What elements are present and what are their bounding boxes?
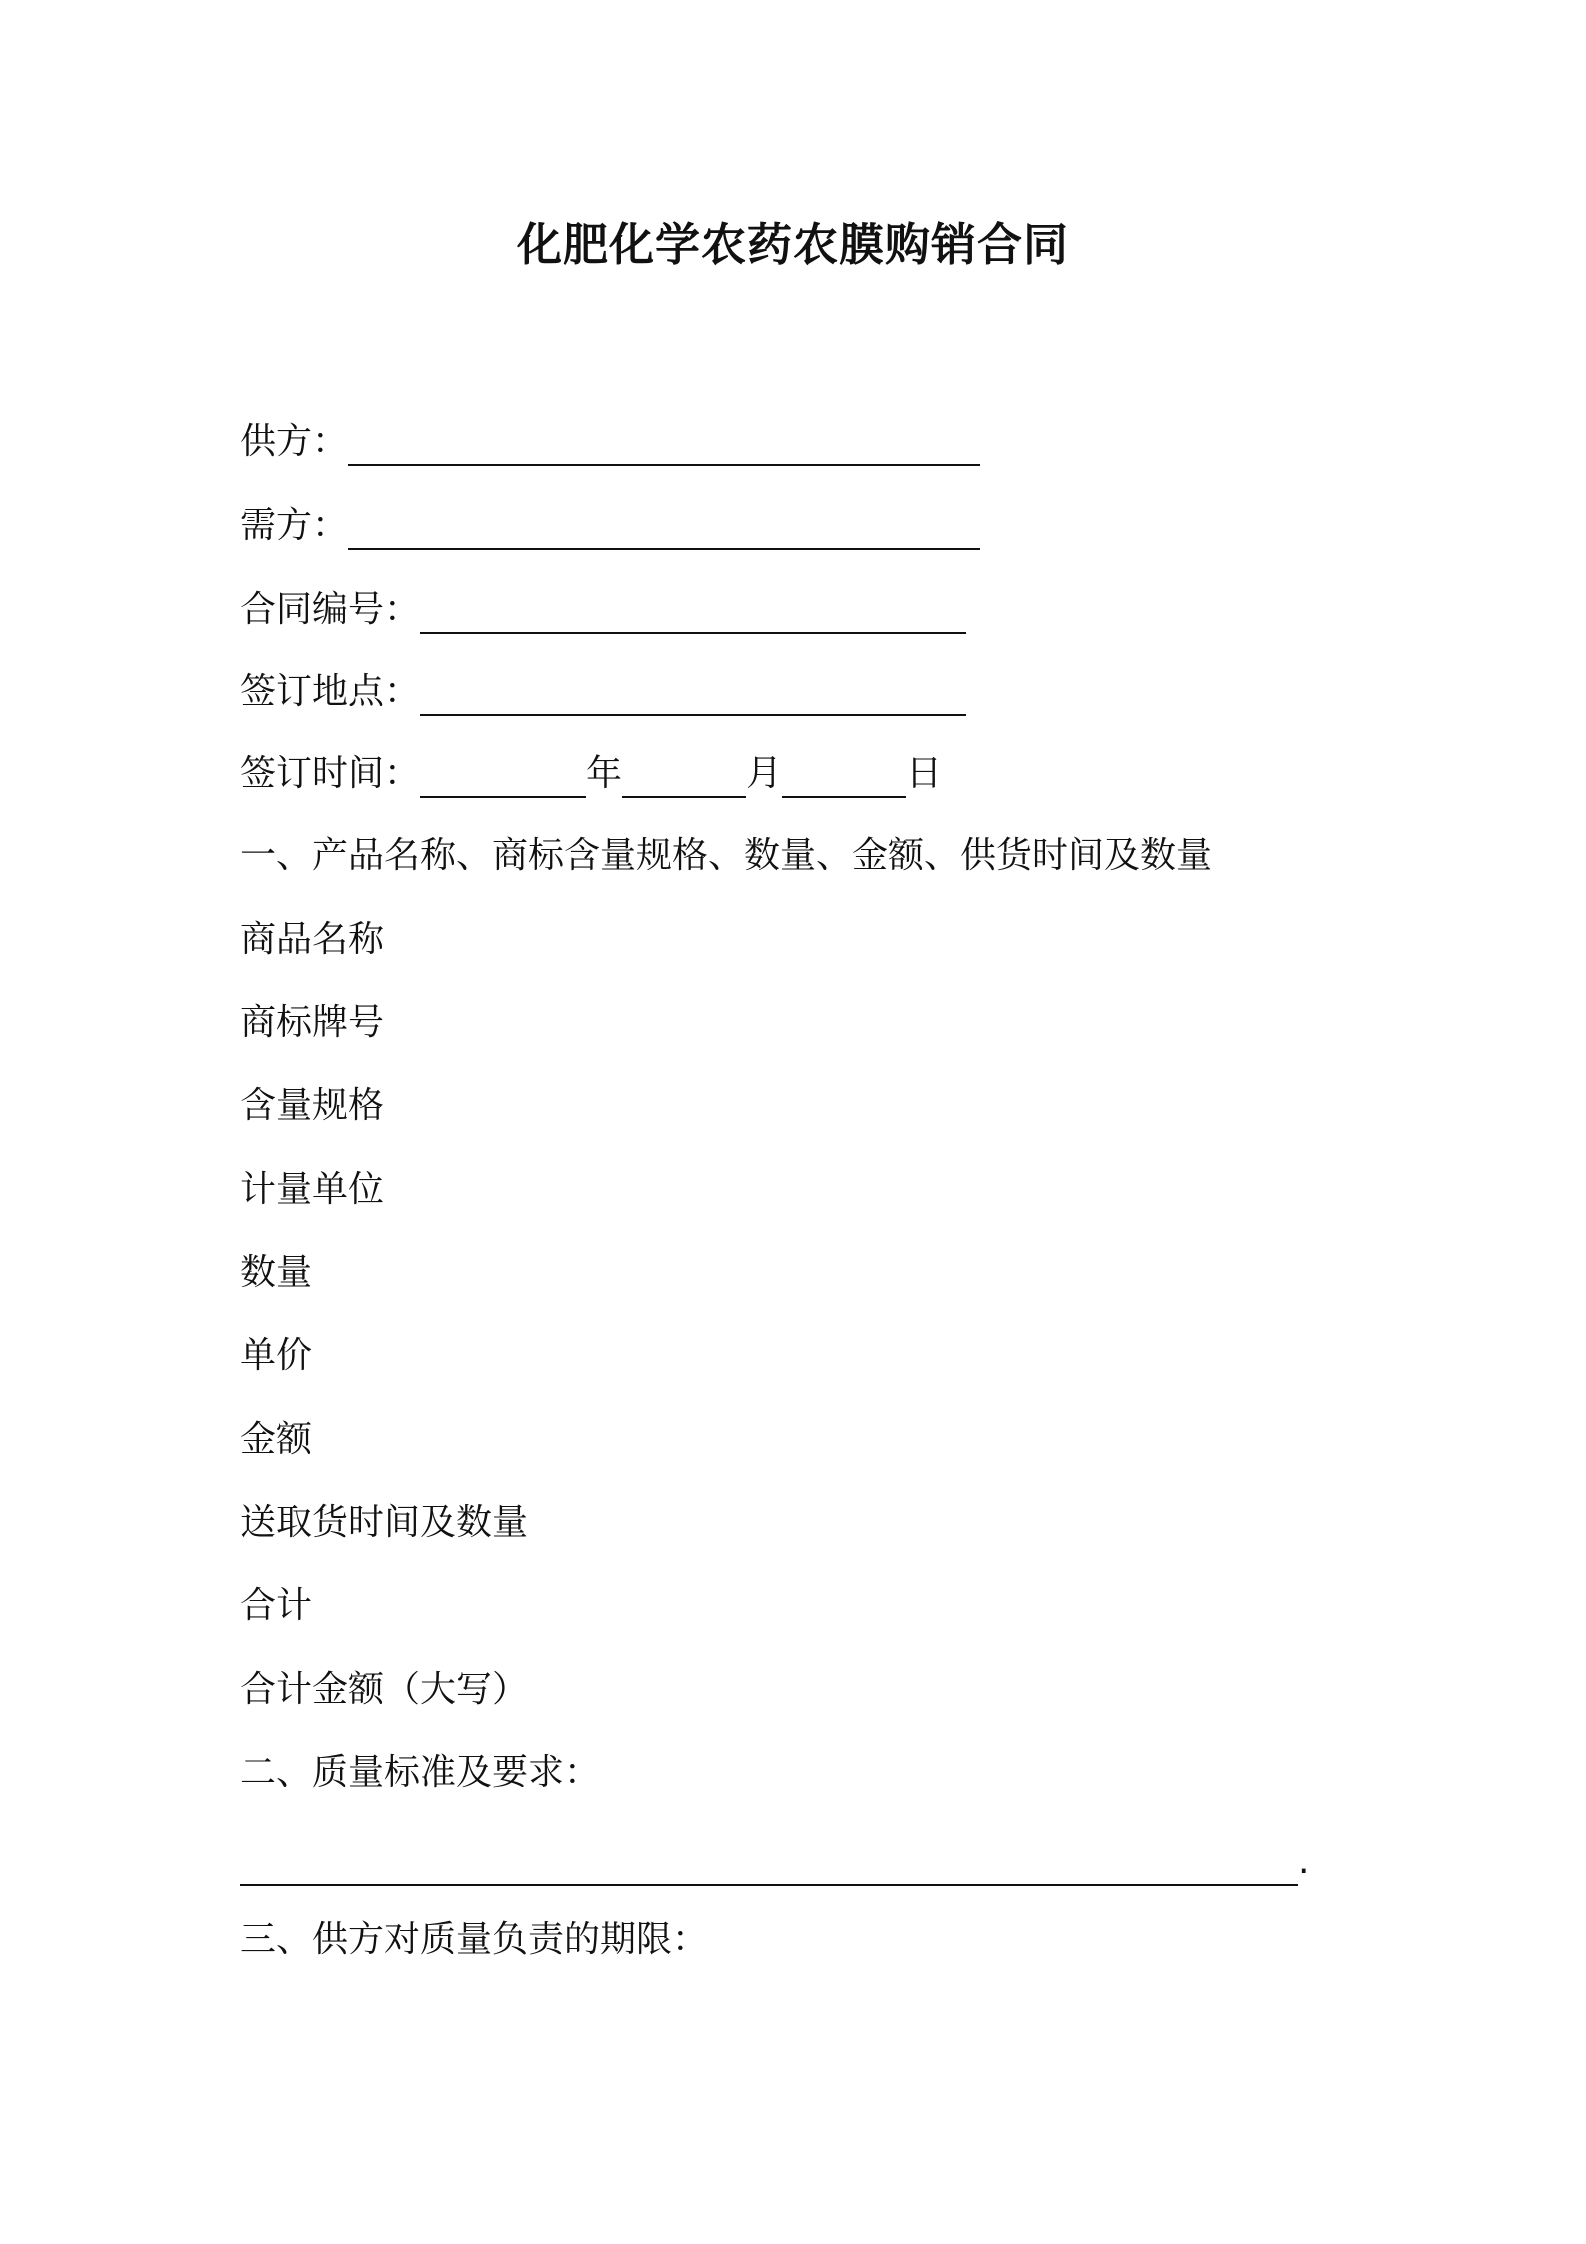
list-item-unit: 计量单位 bbox=[240, 1169, 385, 1210]
day-label: 日 bbox=[906, 753, 943, 794]
list-item-trademark: 商标牌号 bbox=[240, 1002, 385, 1043]
quality-line bbox=[240, 1838, 1309, 1886]
day-blank[interactable] bbox=[782, 758, 906, 798]
sign-time-label: 签订时间： bbox=[240, 753, 421, 794]
month-label: 月 bbox=[746, 753, 783, 794]
list-item-amount: 金额 bbox=[240, 1419, 313, 1460]
section1-heading: 一、产品名称、商标含量规格、数量、金额、供货时间及数量 bbox=[240, 835, 1213, 876]
contract-no-label: 合同编号： bbox=[240, 589, 421, 630]
list-item-unit-price: 单价 bbox=[240, 1335, 313, 1376]
section3-heading: 三、供方对质量负责的期限： bbox=[240, 1919, 709, 1960]
page-title: 化肥化学农药农膜购销合同 bbox=[516, 218, 1069, 271]
end-mark: . bbox=[1298, 1841, 1310, 1882]
sign-time-line bbox=[240, 750, 942, 798]
buyer-line bbox=[240, 502, 980, 550]
supplier-label: 供方： bbox=[240, 421, 349, 462]
list-item-product-name: 商品名称 bbox=[240, 919, 385, 960]
sign-place-line bbox=[240, 668, 966, 716]
list-item-total-uppercase: 合计金额（大写） bbox=[240, 1669, 529, 1710]
year-label: 年 bbox=[586, 753, 623, 794]
supplier-line bbox=[240, 418, 980, 466]
list-item-total: 合计 bbox=[240, 1585, 313, 1626]
sign-place-blank[interactable] bbox=[420, 676, 966, 716]
buyer-blank[interactable] bbox=[348, 510, 980, 550]
buyer-label: 需方： bbox=[240, 505, 349, 546]
section2-heading: 二、质量标准及要求： bbox=[240, 1752, 601, 1793]
contract-no-line bbox=[240, 586, 966, 634]
year-blank[interactable] bbox=[420, 758, 586, 798]
sign-place-label: 签订地点： bbox=[240, 671, 421, 712]
quality-blank[interactable] bbox=[240, 1846, 1298, 1886]
supplier-blank[interactable] bbox=[348, 426, 980, 466]
contract-no-blank[interactable] bbox=[420, 594, 966, 634]
list-item-quantity: 数量 bbox=[240, 1252, 313, 1293]
list-item-delivery: 送取货时间及数量 bbox=[240, 1502, 529, 1543]
list-item-spec: 含量规格 bbox=[240, 1085, 385, 1126]
month-blank[interactable] bbox=[622, 758, 746, 798]
